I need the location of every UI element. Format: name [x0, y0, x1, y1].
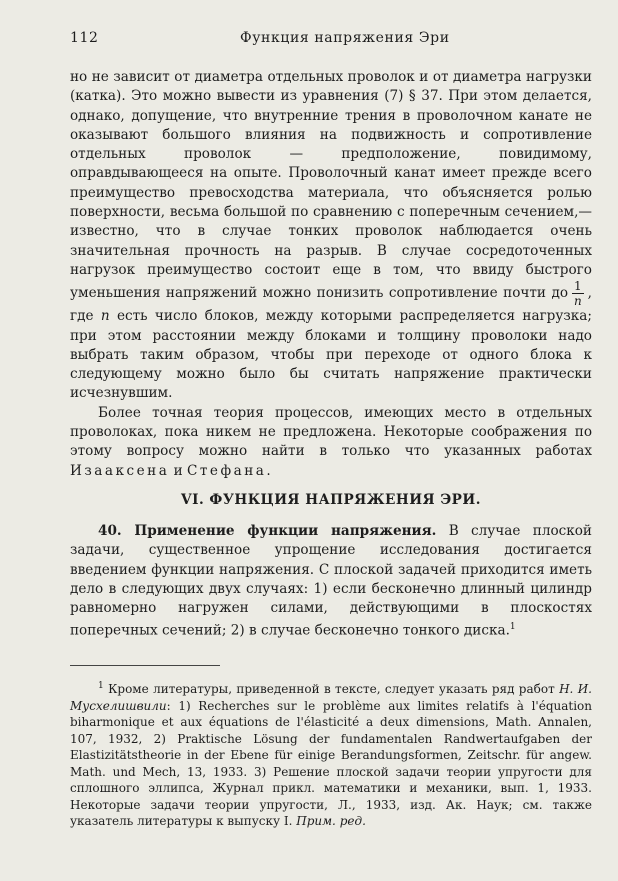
paragraph-1: но не зависит от диаметра отдельных проволок и от диаметра нагрузки (катка). Это можно вывести из уравнения (7) § 37. При этом делается, однако, допущение, что внутренние трения в проволочном канате не оказывают большого влияния на подвижность и сопротивление отдельных проволок — предположение, повидимому, оправдывающееся на опыте. Проволочный канат имеет прежде всего преимущество превосходства материала, что объясняется ролью поверхности, весьма большой по сравнению с поперечным сечением,—известно, что в случае тонких проволок наблюдается очень значительная прочность на разрыв. В случае сосредоточенных нагрузок преимущество состоит еще в том, что ввиду быстрого уменьшения напряжений можно понизить сопротивление почти до $\frac{1}{n}$ , где n есть число блоков, между которыми распределяется нагрузка; при этом расстоянии между блоками и толщину проволоки надо выбрать таким образом, чтобы при переходе от одного блока к следующему можно было бы считать напряжение практически исчезнувшим.	[70, 69, 592, 402]
editor-note: Прим. ред.	[296, 814, 366, 828]
author-isaaksen: Изааксена	[70, 462, 170, 479]
main-text	[70, 68, 592, 481]
footnote-text: $^1$ Кроме литературы, приведенной в тексте, следует указать ряд работ Н. И. Мусхелишвили: 1) Recherches sur le problème aux limites relatifs à l'équation biharmonique et aux équations de l'élasticité a deux dimensions, Math. Annalen, 107, 1932, 2) Praktische Lösung der fundamentalen Randwertaufgaben der Elastizitätstheorie in der Ebene für einige Berandungsformen, Zeitschr. für angew. Math. und Mech, 13, 1933. 3) Решение плоской задачи теории упругости для сплошного эллипса, Журнал прикл. математики и механики, вып. 1, 1933. Некоторые задачи теории упругости, Л., 1933, изд. Ак. Наук; см. также указатель литературы к выпуску I. Прим. ред.	[70, 681, 592, 828]
page-number: 112	[70, 30, 99, 46]
section-body	[70, 522, 592, 641]
paragraph-2: Более точная теория процессов, имеющих место в отдельных проволоках, пока никем не предложена. Некоторые соображения по этому вопросу можно найти в только что указанных работах Изааксена и Стефана.	[70, 404, 592, 479]
running-title: Функция напряжения Эри	[240, 30, 450, 46]
section-paragraph: 40. Применение функции напряжения. В случае плоской задачи, существенное упрощение исследования достигается введением функции напряжения. С плоской задачей приходится иметь дело в следующих двух случаях: 1) если бесконечно длинный цилиндр равномерно нагружен силами, действующими в плоскостях поперечных сечений; 2) в случае бесконечно тонкого диска.$^1$	[70, 523, 592, 640]
subsection-heading: 40. Применение функции напряжения.	[98, 523, 437, 539]
footnote-mark: 1	[98, 681, 104, 691]
footnote-author: Н. И. Мусхелишвили	[70, 682, 592, 713]
footnote-divider	[70, 665, 220, 666]
author-stefan: Стефана	[187, 462, 267, 479]
section-title: VI. ФУНКЦИЯ НАПРЯЖЕНИЯ ЭРИ.	[181, 492, 481, 508]
footnote	[70, 678, 592, 830]
footnote-ref: 1	[509, 622, 516, 633]
fraction-1-over-n: $\frac{1}{n}$	[573, 279, 582, 309]
